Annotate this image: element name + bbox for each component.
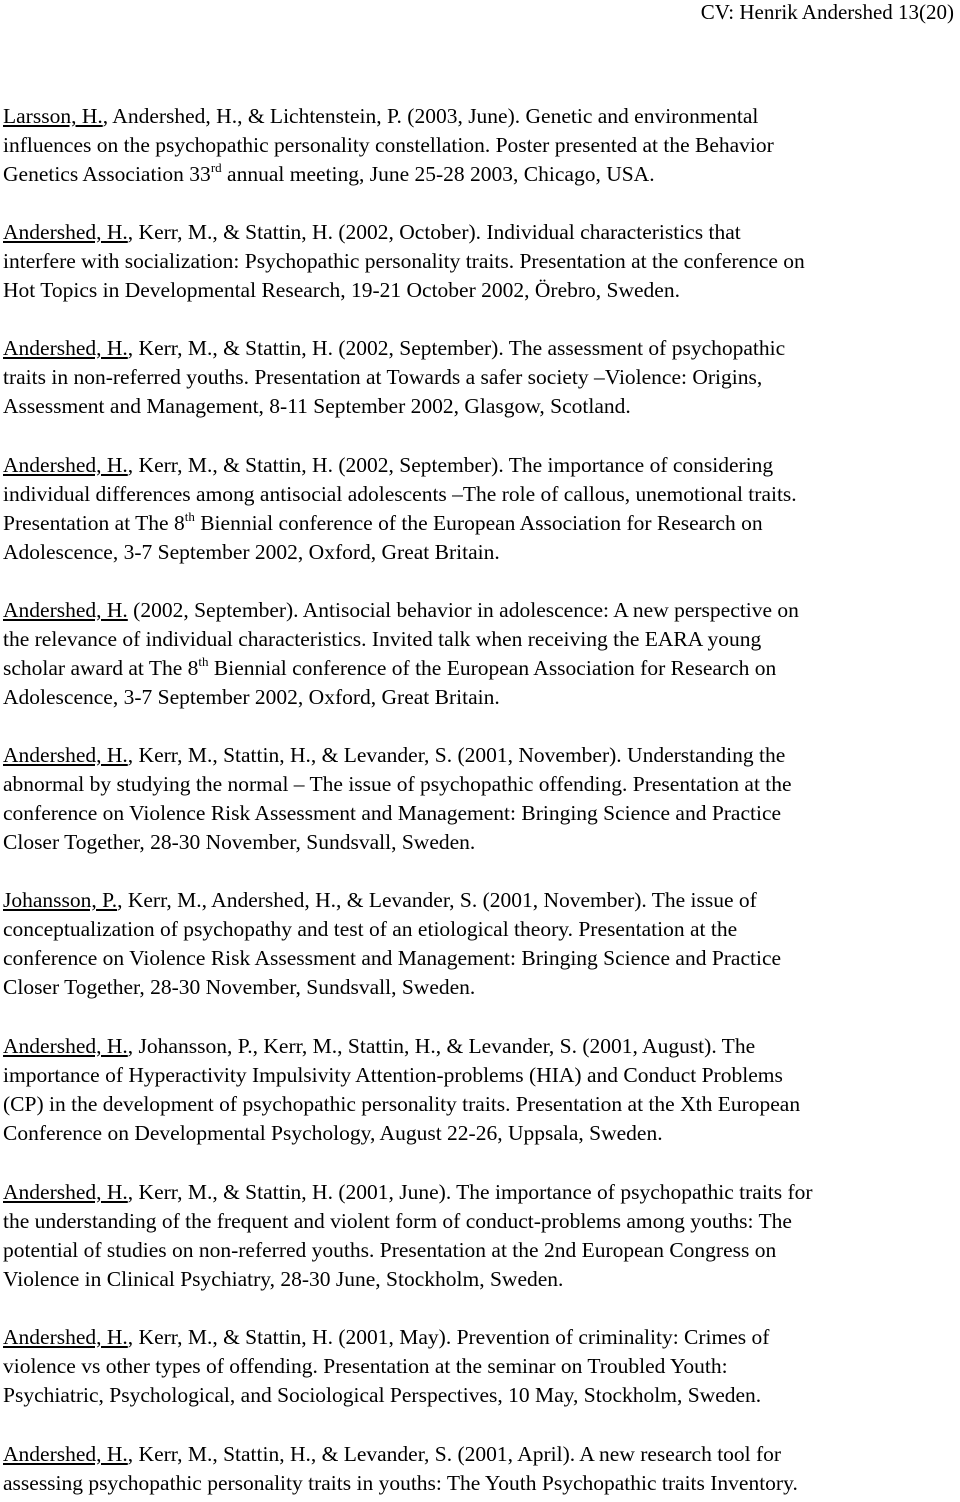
entry-line <box>3 1207 958 1236</box>
publication-entry <box>3 886 958 1002</box>
citation-text: conceptualization of psychopathy and test of an etiological theory. Presentation at the <box>3 917 738 941</box>
entry-line <box>3 1090 958 1119</box>
citation-text: Genetics Association 33 <box>3 162 211 186</box>
entry-line <box>3 480 958 509</box>
entry-line <box>3 1381 958 1410</box>
citation-text: Closer Together, 28-30 November, Sundsvall, Sweden. <box>3 830 476 854</box>
entry-line <box>3 1352 958 1381</box>
ordinal-superscript: th <box>198 654 209 669</box>
entry-line <box>3 363 958 392</box>
entry-line <box>3 160 958 189</box>
citation-text: individual differences among antisocial adolescents –The role of callous, unemotional traits. <box>3 482 797 506</box>
citation-text: Closer Together, 28-30 November, Sundsvall, Sweden. <box>3 975 476 999</box>
citation-text: Assessment and Management, 8-11 September 2002, Glasgow, Scotland. <box>3 394 631 418</box>
citation-text: abnormal by studying the normal – The issue of psychopathic offending. Presentation at the <box>3 772 792 796</box>
citation-text: interfere with socialization: Psychopathic personality traits. Presentation at the conference on <box>3 249 805 273</box>
first-author-underlined: Andershed, H. <box>3 1180 128 1204</box>
citation-text: traits in non-referred youths. Presentation at Towards a safer society –Violence: Origins, <box>3 365 763 389</box>
publication-entry <box>3 1440 958 1498</box>
citation-text: Psychiatric, Psychological, and Sociological Perspectives, 10 May, Stockholm, Sweden. <box>3 1383 762 1407</box>
citation-text: , Kerr, M., Stattin, H., & Levander, S. (2001, April). A new research tool for <box>127 1442 782 1466</box>
entry-line <box>3 828 958 857</box>
page-header: CV: Henrik Andershed 13(20) <box>700 0 954 24</box>
publication-entry <box>3 102 958 189</box>
citation-text: Conference on Developmental Psychology, August 22-26, Uppsala, Sweden. <box>3 1121 663 1145</box>
citation-text: Biennial conference of the European Association for Research on <box>194 511 763 535</box>
entry-line <box>3 770 958 799</box>
citation-text: , Kerr, M., Andershed, H., & Levander, S. (2001, November). The issue of <box>117 888 757 912</box>
entry-line <box>3 131 958 160</box>
entry-line <box>3 334 958 363</box>
citation-text: assessing psychopathic personality traits in youths: The Youth Psychopathic traits Inventory. <box>3 1471 798 1495</box>
publication-entry <box>3 1323 958 1410</box>
first-author-underlined: Larsson, H. <box>3 104 103 128</box>
entry-line <box>3 654 958 683</box>
citation-text: Biennial conference of the European Association for Research on <box>208 656 777 680</box>
entry-line <box>3 915 958 944</box>
entry-line <box>3 944 958 973</box>
entry-line <box>3 1061 958 1090</box>
citation-text: Violence in Clinical Psychiatry, 28-30 June, Stockholm, Sweden. <box>3 1267 564 1291</box>
ordinal-superscript: rd <box>210 160 222 175</box>
entry-line <box>3 102 958 131</box>
citation-text: influences on the psychopathic personality constellation. Poster presented at the Behavior <box>3 133 774 157</box>
first-author-underlined: Andershed, H. <box>3 220 128 244</box>
citation-text: potential of studies on non-referred youths. Presentation at the 2nd European Congress on <box>3 1238 777 1262</box>
citation-text: , Johansson, P., Kerr, M., Stattin, H., & Levander, S. (2001, August). The <box>127 1034 756 1058</box>
citation-text: , Kerr, M., & Stattin, H. (2002, September). The importance of considering <box>127 453 774 477</box>
entry-line <box>3 1440 958 1469</box>
publication-entry <box>3 334 958 421</box>
entry-line <box>3 1119 958 1148</box>
first-author-underlined: Andershed, H. <box>3 336 128 360</box>
citation-text: violence vs other types of offending. Presentation at the seminar on Troubled Youth: <box>3 1354 728 1378</box>
publication-entry <box>3 596 958 712</box>
citation-text: Presentation at The 8 <box>3 511 185 535</box>
first-author-underlined: Andershed, H. <box>3 1034 128 1058</box>
entry-line <box>3 218 958 247</box>
citation-text: the understanding of the frequent and violent form of conduct-problems among youths: The <box>3 1209 792 1233</box>
entry-line <box>3 886 958 915</box>
entry-line <box>3 276 958 305</box>
entry-line <box>3 538 958 567</box>
citation-text: , Kerr, M., & Stattin, H. (2001, May). Prevention of criminality: Crimes of <box>127 1325 770 1349</box>
entry-line <box>3 1178 958 1207</box>
citation-text: conference on Violence Risk Assessment and Management: Bringing Science and Practice <box>3 946 782 970</box>
citation-text: , Kerr, M., Stattin, H., & Levander, S. (2001, November). Understanding the <box>127 743 786 767</box>
citation-text: annual meeting, June 25-28 2003, Chicago, USA. <box>221 162 655 186</box>
entry-line <box>3 625 958 654</box>
citation-text: , Kerr, M., & Stattin, H. (2002, September). The assessment of psychopathic <box>127 336 786 360</box>
citation-text: importance of Hyperactivity Impulsivity Attention-problems (HIA) and Conduct Problems <box>3 1063 783 1087</box>
citation-text: Adolescence, 3-7 September 2002, Oxford, Great Britain. <box>3 685 500 709</box>
ordinal-superscript: th <box>184 509 195 524</box>
publication-entry <box>3 1032 958 1148</box>
entry-line <box>3 509 958 538</box>
citation-text: , Kerr, M., & Stattin, H. (2002, October). Individual characteristics that <box>127 220 741 244</box>
citation-text: the relevance of individual characteristics. Invited talk when receiving the EARA young <box>3 627 762 651</box>
entry-line <box>3 799 958 828</box>
publication-entry <box>3 218 958 305</box>
entry-line <box>3 392 958 421</box>
citation-text: , Kerr, M., & Stattin, H. (2001, June). The importance of psychopathic traits for <box>127 1180 813 1204</box>
entry-line <box>3 1236 958 1265</box>
citation-text: Hot Topics in Developmental Research, 19-21 October 2002, Örebro, Sweden. <box>3 278 680 302</box>
entry-line <box>3 247 958 276</box>
first-author-underlined: Andershed, H. <box>3 453 128 477</box>
entry-line <box>3 1323 958 1352</box>
first-author-underlined: Andershed, H. <box>3 598 128 622</box>
citation-text: , Andershed, H., & Lichtenstein, P. (2003, June). Genetic and environmental <box>102 104 759 128</box>
entry-line <box>3 1469 958 1498</box>
first-author-underlined: Johansson, P. <box>3 888 118 912</box>
citation-text: Adolescence, 3-7 September 2002, Oxford, Great Britain. <box>3 540 500 564</box>
citation-text: (CP) in the development of psychopathic personality traits. Presentation at the Xth European <box>3 1092 801 1116</box>
first-author-underlined: Andershed, H. <box>3 1442 128 1466</box>
entry-line <box>3 451 958 480</box>
first-author-underlined: Andershed, H. <box>3 743 128 767</box>
publication-entry <box>3 1178 958 1294</box>
entry-line <box>3 1032 958 1061</box>
citation-text: scholar award at The 8 <box>3 656 199 680</box>
publication-entry <box>3 741 958 857</box>
citation-text: conference on Violence Risk Assessment and Management: Bringing Science and Practice <box>3 801 782 825</box>
entry-line <box>3 683 958 712</box>
entry-line <box>3 741 958 770</box>
citation-text: (2002, September). Antisocial behavior in adolescence: A new perspective on <box>127 598 799 622</box>
entry-line <box>3 973 958 1002</box>
entry-line <box>3 1265 958 1294</box>
entry-line <box>3 596 958 625</box>
first-author-underlined: Andershed, H. <box>3 1325 128 1349</box>
publication-entry <box>3 451 958 567</box>
